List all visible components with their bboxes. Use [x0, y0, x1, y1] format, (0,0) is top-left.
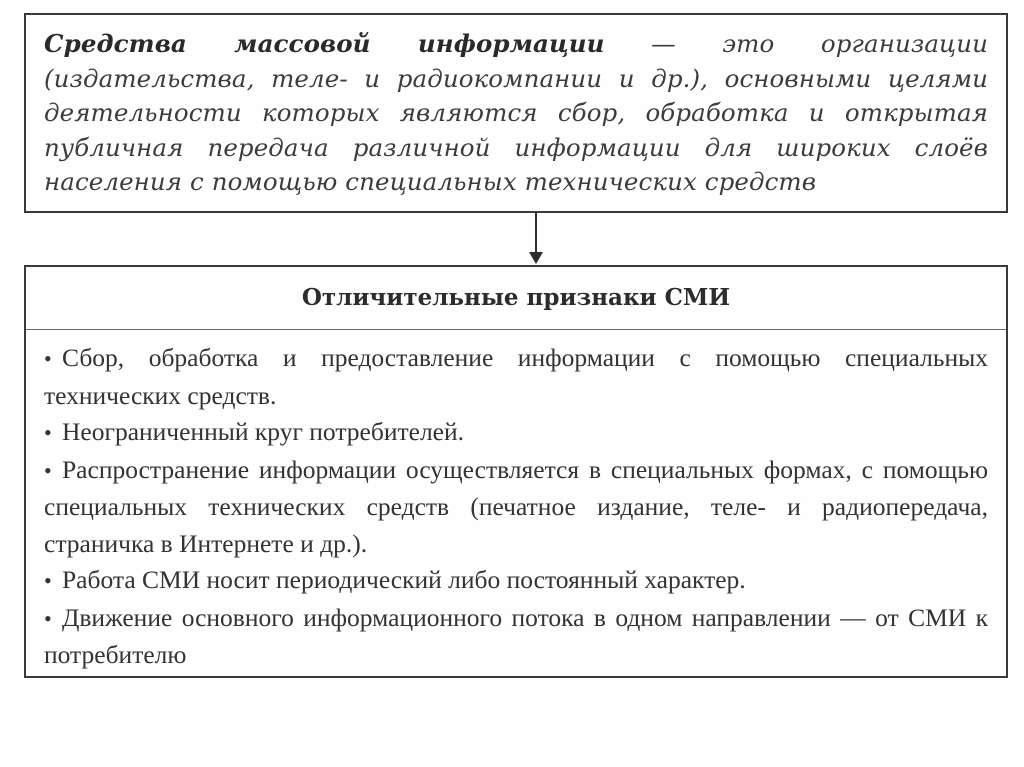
bullet-icon: •: [44, 568, 52, 593]
list-item: [44, 600, 988, 674]
feature-text: Распространение информации осуществляется в специальных формах, с помощью специальных технических средств (печатное издание, теле- и радиопередача, страничка в Интернете и др.).: [44, 454, 988, 558]
definition-term: Средства массовой информации: [44, 29, 605, 58]
list-item: [44, 414, 988, 452]
connector-line: [535, 213, 537, 257]
bullet-icon: •: [44, 420, 52, 445]
feature-text: Неограниченный круг потребителей.: [62, 417, 465, 446]
bullet-icon: •: [44, 457, 52, 483]
features-title: Отличительные признаки СМИ: [26, 267, 1006, 330]
definition-box: [24, 13, 1008, 213]
feature-text: Движение основного информационного потока в одном направлении — от СМИ к потребителю: [44, 602, 988, 669]
list-item: [44, 562, 988, 600]
arrow-down-icon: [529, 252, 543, 264]
feature-text: Сбор, обработка и предоставление информации с помощью специальных технических средств.: [44, 343, 988, 410]
features-list: [26, 330, 1006, 674]
list-item: [44, 340, 988, 414]
features-box: [24, 265, 1008, 678]
bullet-icon: •: [44, 605, 52, 631]
definition-text: — это организации (издательства, теле- и радиокомпании и др.), основными целями деятельности которых являются сбор, обработка и открытая публичная передача различной информации для широких слоёв населения с помощью специальных технических средств: [44, 29, 988, 196]
feature-text: Работа СМИ носит периодический либо постоянный характер.: [62, 565, 746, 594]
list-item: [44, 452, 988, 563]
bullet-icon: •: [44, 346, 52, 371]
